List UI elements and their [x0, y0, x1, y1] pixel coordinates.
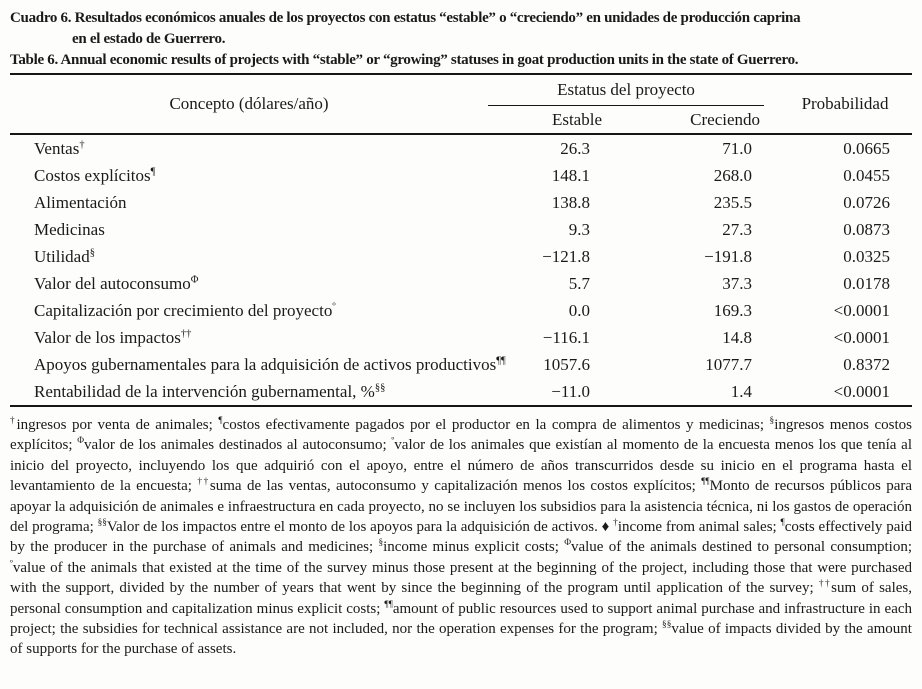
estable-value-cell: 26.3: [560, 138, 590, 158]
table-row: [10, 297, 912, 324]
probabilidad-value-cell: 0.0325: [843, 246, 891, 266]
table-row: [10, 162, 912, 189]
estable-value-cell: 5.7: [568, 273, 590, 293]
creciendo-value-cell: 14.8: [722, 327, 753, 347]
creciendo-value-cell: 27.3: [722, 219, 753, 239]
creciendo-value-cell: 235.5: [713, 192, 753, 212]
table-row: [10, 243, 912, 270]
probability-column-header: Probabilidad: [764, 74, 912, 134]
creciendo-value-cell: −191.8: [704, 246, 753, 266]
caption-es-line2: en el estado de Guerrero.: [72, 31, 226, 47]
table-row: [10, 134, 912, 162]
table-row: [10, 189, 912, 216]
concept-cell: Utilidad§: [34, 246, 95, 266]
concept-cell: Valor del autoconsumo$^\Phi$: [34, 273, 199, 293]
table-header: [10, 74, 912, 134]
probabilidad-value-cell: 0.0873: [843, 219, 891, 239]
status-group-header: Estatus del proyecto: [488, 74, 764, 106]
probabilidad-value-cell: <0.0001: [833, 327, 891, 347]
table-row: [10, 216, 912, 243]
concept-cell: Ventas†: [34, 138, 85, 158]
probabilidad-value-cell: 0.8372: [843, 354, 891, 374]
estable-value-cell: 148.1: [551, 165, 590, 185]
concept-cell: Valor de los impactos††: [34, 327, 192, 347]
concept-cell: Alimentación: [34, 192, 127, 212]
estable-value-cell: −121.8: [542, 246, 590, 266]
creciendo-value-cell: 169.3: [713, 300, 753, 320]
creciendo-value-cell: 268.0: [713, 165, 753, 185]
estable-value-cell: 138.8: [551, 192, 590, 212]
concept-cell: Apoyos gubernamentales para la adquisición de activos productivos¶¶: [34, 354, 506, 374]
footnote-text: †ingresos por venta de animales; ¶costos efectivamente pagados por el productor en la compra de alimentos y medicinas; §ingresos menos costos explícitos; $^\Phi$valor de los animales destinados al autoconsumo; $^º$valor de los animales que existían al momento de la encuesta menos los que tenía al inicio del proyecto, incluyendo los que adquirió con el apoyo, entre el número de años transcurridos desde su inicio en el programa hasta el levantamiento de la encuesta; ††suma de las ventas, autoconsumo y capitalización menos los costos explícitos; ¶¶Monto de recursos públicos para apoyar la adquisición de animales e infraestructura en cada proyecto, no se incluyen los subsidios para la asistencia técnica, ni los gastos de operación del programa; §§Valor de los impactos entre el monto de los apoyos para la adquisición de activos. ♦ †income from animal sales; ¶costs effectively paid by the producer in the purchase of animals and medicines; §income minus explicit costs; $^\Phi$value of the animals destined to personal consumption; $^º$value of the animals that existed at the time of the survey minus those present at the beginning of the project, including those that were purchased with the support, divided by the number of years that went by since the beginning of the program until application of the survey; ††sum of sales, personal consumption and capitalization minus explicit costs; ¶¶amount of public resources used to support animal purchase and infrastructure in each project; the subsidies for technical assistance are not included, nor the operation expenses for the program; §§value of impacts divided by the amount of supports for the purchase of assets.: [10, 416, 913, 658]
estable-value-cell: 1057.6: [543, 354, 590, 374]
creciendo-value-cell: 1077.7: [705, 354, 753, 374]
table-caption: [10, 8, 912, 71]
creciendo-value-cell: 37.3: [722, 273, 753, 293]
concept-cell: Medicinas: [34, 219, 105, 239]
estable-value-cell: −116.1: [542, 327, 590, 347]
table-body: [10, 134, 912, 406]
probabilidad-value-cell: 0.0665: [843, 138, 891, 158]
caption-es-line1: Cuadro 6. Resultados económicos anuales de los proyectos con estatus “estable” o “creciendo” en unidades de producción caprina: [10, 10, 801, 26]
probabilidad-value-cell: 0.0178: [843, 273, 891, 293]
estable-value-cell: 9.3: [568, 219, 590, 239]
caption-en: Table 6. Annual economic results of projects with “stable” or “growing” statuses in goat production units in the state of Guerrero.: [10, 52, 799, 68]
estable-value-cell: 0.0: [568, 300, 590, 320]
table-row: [10, 378, 912, 406]
creciendo-column-header: Creciendo: [606, 106, 764, 135]
concept-cell: Rentabilidad de la intervención gubernamental, %§§: [34, 381, 386, 401]
concept-column-header: Concepto (dólares/año): [10, 74, 488, 134]
results-table: [10, 73, 912, 407]
creciendo-value-cell: 71.0: [722, 138, 753, 158]
table-row: [10, 351, 912, 378]
table-row: [10, 270, 912, 297]
estable-value-cell: −11.0: [551, 381, 590, 401]
concept-cell: Costos explícitos¶: [34, 165, 156, 185]
table-row: [10, 324, 912, 351]
estable-column-header: Estable: [488, 106, 606, 135]
creciendo-value-cell: 1.4: [730, 381, 753, 401]
concept-cell: Capitalización por crecimiento del proyecto$^º$: [34, 300, 336, 320]
probabilidad-value-cell: <0.0001: [833, 300, 891, 320]
probabilidad-value-cell: 0.0726: [843, 192, 891, 212]
probabilidad-value-cell: <0.0001: [833, 381, 891, 401]
probabilidad-value-cell: 0.0455: [843, 165, 891, 185]
